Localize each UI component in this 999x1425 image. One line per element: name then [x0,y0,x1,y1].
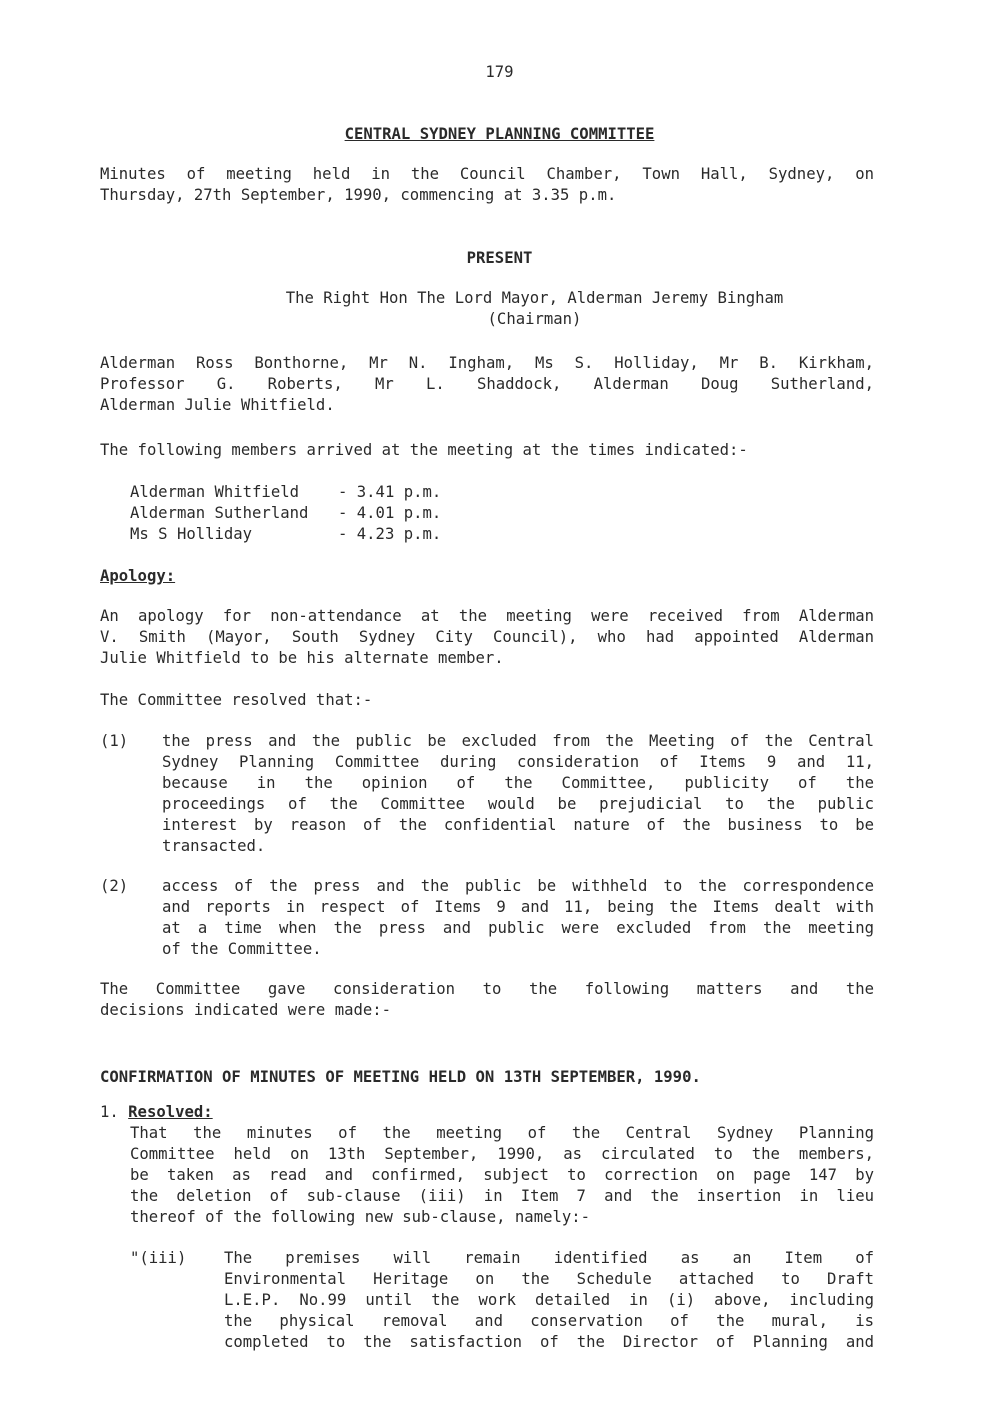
clause-text [162,876,874,960]
chairman-role: (Chairman) [487,310,582,328]
apology-line: Julie Whitfield to be his alternate member. [100,649,504,667]
page-number: 179 [485,63,514,81]
subclause-line: The premises will remain identified as an Item of [224,1249,874,1267]
consideration-line: decisions indicated were made:- [100,1001,392,1019]
consideration-line: The Committee gave consideration to the following matters and the [100,980,874,998]
section-heading: CONFIRMATION OF MINUTES OF MEETING HELD ON 13TH SEPTEMBER, 1990. [100,1068,701,1086]
item-1-text [130,1123,874,1228]
clause-line: the press and the public be excluded from the Meeting of the Central [162,732,874,750]
arrival-name: Alderman Sutherland [130,504,309,522]
subclause-line: L.E.P. No.99 until the work detailed in (i) above, including [224,1291,874,1309]
clause-line: of the Committee. [162,940,322,958]
apology-line: An apology for non-attendance at the meeting were received from Alderman [100,607,874,625]
members-list [100,353,874,416]
arrivals-intro: The following members arrived at the meeting at the times indicated:- [100,441,748,459]
apology-heading: Apology: [100,567,176,585]
arrival-time: - 3.41 p.m. [338,483,442,501]
arrival-row [130,503,441,524]
clause-line: transacted. [162,837,266,855]
arrivals-list [130,482,441,545]
subclause-line: Environmental Heritage on the Schedule attached to Draft [224,1270,874,1288]
apology-paragraph [100,606,874,669]
arrival-row [130,482,441,503]
members-line: Alderman Julie Whitfield. [100,396,335,414]
clause-line: because in the opinion of the Committee, publicity of the [162,774,874,792]
subclause-label: "(iii) [130,1249,187,1267]
clause-text [162,731,874,857]
arrival-name: Ms S Holliday [130,525,253,543]
item-1-header [100,1102,213,1123]
subclause-text [224,1248,874,1353]
consideration-paragraph [100,979,874,1021]
chairman-line: The Right Hon The Lord Mayor, Alderman Jeremy Bingham [285,289,784,307]
members-line: Alderman Ross Bonthorne, Mr N. Ingham, Ms S. Holliday, Mr B. Kirkham, [100,354,874,372]
members-line: Professor G. Roberts, Mr L. Shaddock, Alderman Doug Sutherland, [100,375,874,393]
arrival-name: Alderman Whitfield [130,483,299,501]
clause-label: (2) [100,877,129,895]
present-heading: PRESENT [466,249,533,267]
chairman-block [0,288,999,330]
item-line: the deletion of sub-clause (iii) in Item 7 and the insertion in lieu [130,1187,874,1205]
clause-line: proceedings of the Committee would be prejudicial to the public [162,795,874,813]
subclause-line: the physical removal and conservation of the mural, is [224,1312,874,1330]
clause-line: access of the press and the public be withheld to the correspondence [162,877,874,895]
resolved-intro: The Committee resolved that:- [100,691,373,709]
clause-1 [0,731,999,861]
item-line: thereof of the following new sub-clause, namely:- [130,1208,591,1226]
arrival-time: - 4.23 p.m. [338,525,442,543]
item-line: be taken as read and confirmed, subject to correction on page 147 by [130,1166,874,1184]
resolved-label: Resolved: [128,1103,213,1121]
item-line: Committee held on 13th September, 1990, as circulated to the members, [130,1145,874,1163]
document-title: CENTRAL SYDNEY PLANNING COMMITTEE [344,125,655,143]
arrival-time: - 4.01 p.m. [338,504,442,522]
clause-label: (1) [100,732,129,750]
intro-line: Thursday, 27th September, 1990, commencing at 3.35 p.m. [100,186,617,204]
item-number: 1. [100,1103,119,1121]
intro-line: Minutes of meeting held in the Council Chamber, Town Hall, Sydney, on [100,165,874,183]
subclause-line: completed to the satisfaction of the Director of Planning and [224,1333,874,1351]
arrival-row [130,524,441,545]
clause-line: at a time when the press and public were excluded from the meeting [162,919,874,937]
clause-line: and reports in respect of Items 9 and 11, being the Items dealt with [162,898,874,916]
apology-line: V. Smith (Mayor, South Sydney City Council), who had appointed Alderman [100,628,874,646]
item-line: That the minutes of the meeting of the Central Sydney Planning [130,1124,874,1142]
clause-2 [0,876,999,966]
clause-line: Sydney Planning Committee during consideration of Items 9 and 11, [162,753,874,771]
intro-paragraph [100,164,874,206]
clause-line: interest by reason of the confidential nature of the business to be [162,816,874,834]
